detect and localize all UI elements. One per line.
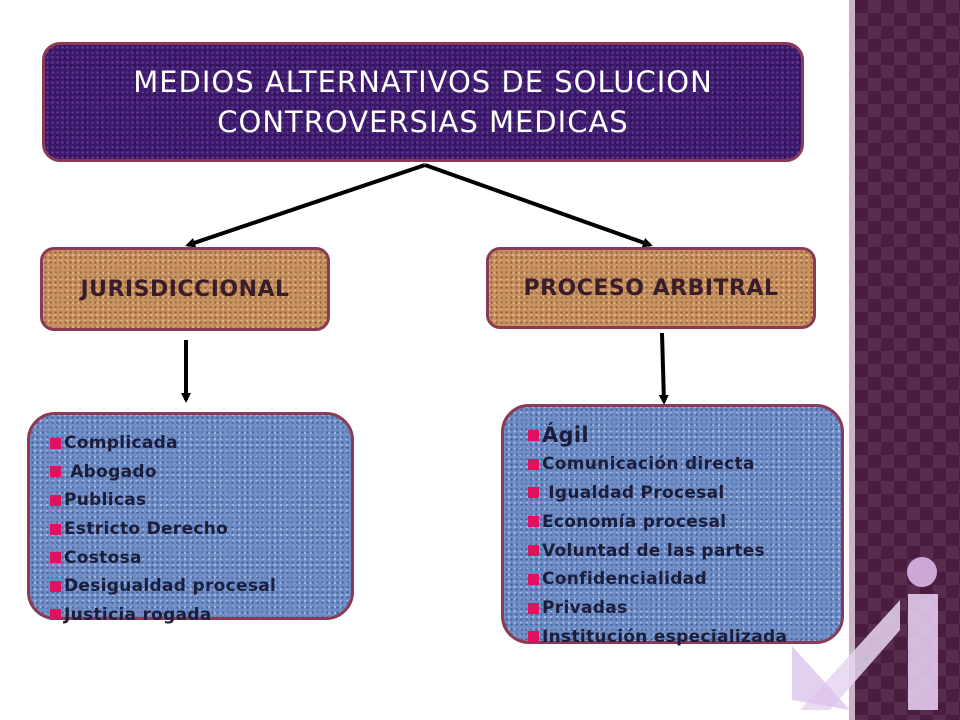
title-line-2: CONTROVERSIAS MEDICAS: [217, 105, 629, 139]
proceso-arbitral-heading: PROCESO ARBITRAL: [523, 276, 779, 301]
proceso-arbitral-list: [528, 421, 841, 651]
title-box: [42, 42, 804, 162]
list-item-label: Igualdad Procesal: [542, 482, 725, 503]
list-item-label: Estricto Derecho: [64, 519, 229, 540]
list-item: [528, 450, 841, 479]
list-item-label: Ágil: [542, 423, 589, 448]
list-item: [528, 507, 841, 536]
jurisdiccional-heading: JURISDICCIONAL: [80, 276, 290, 302]
list-item-label: Institución especializada: [542, 626, 788, 647]
bullet-icon: [50, 466, 61, 477]
list-item-label: Abogado: [64, 461, 157, 482]
list-item: [528, 623, 841, 652]
bullet-icon: [50, 552, 61, 563]
list-item: [50, 458, 351, 487]
list-item: [528, 565, 841, 594]
title-line-1: MEDIOS ALTERNATIVOS DE SOLUCION: [133, 65, 713, 99]
list-item: [528, 536, 841, 565]
list-item: [528, 421, 841, 450]
proceso-arbitral-box: [486, 247, 816, 329]
proceso-arbitral-list-box: [501, 404, 844, 647]
bullet-icon: [50, 438, 61, 449]
list-item: [50, 515, 351, 544]
jurisdiccional-list-box: [27, 412, 354, 625]
bullet-icon: [528, 603, 539, 614]
list-item-label: Comunicación directa: [542, 454, 755, 475]
list-item-label: Confidencialidad: [542, 569, 707, 590]
list-item-label: Costosa: [64, 547, 142, 568]
list-item: [50, 429, 351, 458]
list-item: [50, 486, 351, 515]
jurisdiccional-box: [40, 247, 330, 331]
list-item: [50, 572, 351, 601]
bullet-icon: [528, 459, 539, 470]
list-item: [50, 543, 351, 572]
bullet-icon: [50, 495, 61, 506]
bullet-icon: [50, 581, 61, 592]
bullet-icon: [528, 430, 539, 441]
bullet-icon: [50, 524, 61, 535]
bullet-icon: [528, 545, 539, 556]
bullet-icon: [528, 487, 539, 498]
bullet-icon: [528, 631, 539, 642]
bullet-icon: [50, 609, 61, 620]
bullet-icon: [528, 516, 539, 527]
bullet-icon: [528, 574, 539, 585]
list-item-label: Economía procesal: [542, 511, 727, 532]
list-item-label: Privadas: [542, 598, 628, 619]
arrow-to-proceso-arbitral: [425, 165, 650, 245]
arrow-to-jurisdiccional: [188, 165, 425, 245]
list-item: [50, 601, 351, 630]
list-item-label: Publicas: [64, 490, 147, 511]
list-item: [528, 594, 841, 623]
list-item-label: Voluntad de las partes: [542, 540, 765, 561]
list-item: [528, 479, 841, 508]
arrow-to-right-list: [662, 333, 664, 402]
list-item-label: Desigualdad procesal: [64, 576, 277, 597]
list-item-label: Complicada: [64, 433, 178, 454]
list-item-label: Justicia rogada: [64, 604, 212, 625]
jurisdiccional-list: [50, 429, 351, 629]
